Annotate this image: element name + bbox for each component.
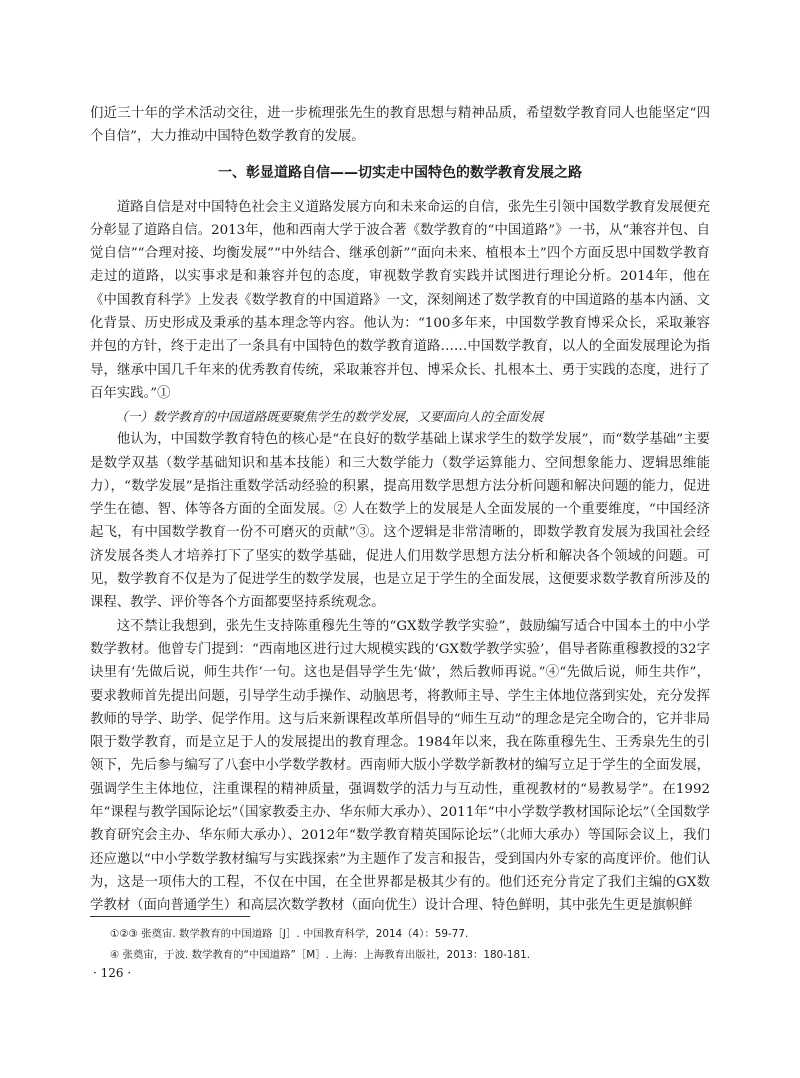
subheading-one: （一）数学教育的中国道路既要聚焦学生的数学发展，又要面向人的全面发展 [115, 409, 544, 425]
paragraph-core-characteristics: 他认为，中国数学教育特色的核心是“在良好的数学基础上谋求学生的数学发展”，而“数学基础”主要是数学双基（数学基础知识和基本技能）和三大数学能力（数学运算能力、空间想象能力、逻辑思维能力），“数学发展”是指注重数学活动经验的积累，提高用数学思想方法分析问题和解决问题的能力，促进学生在德、智、体等各方面的全面发展。② 人在数学上的发展是人全面发展的一个重要维度，“中国经济起飞，有中国数学教育一份不可磨灭的贡献”③。这个逻辑是非常清晰的，即数学教育发展为我国社会经济发展各类人才培养打下了坚实的数学基础，促进人们用数学思想方法分析和解决各个领域的问题。可见，数学教育不仅是为了促进学生的数学发展，也是立足于学生的全面发展，这便要求数学教育所涉及的课程、教学、评价等各个方面都要坚持系统观念。 [90, 432, 710, 611]
footnote-item: ④ 张奠宙，于波. 数学教育的“中国道路”［M］. 上海：上海教育出版社，2013：180-181. [110, 949, 531, 961]
footnote-item: ①②③ 张奠宙. 数学教育的中国道路［J］. 中国教育科学，2014（4）：59-77. [110, 928, 469, 940]
page-number: · 126 · [93, 966, 132, 980]
paragraph-gx-experiment: 这不禁让我想到，张先生支持陈重穆先生等的“GX数学教学实验”，鼓励编写适合中国本土的中小学数学教材。他曾专门提到：“西南地区进行过大规模实践的‘GX数学教学实验’，倡导者陈重穆教授的32字诀里有‘先做后说，师生共作’一句。这也是倡导学生先‘做’，然后教师再说。”④“先做后说，师生共作”，要求教师首先提出问题，引导学生动手操作、动脑思考，将教师主导、学生主体地位落到实处，充分发挥教师的导学、助学、促学作用。这与后来新课程改革所倡导的“师生互动”的理念是完全吻合的，它并非局限于数学教育，而是立足于人的发展提出的教育理念。1984年以来，我在陈重穆先生、王秀泉先生的引领下，先后参与编写了八套中小学数学教材。西南师大版小学数学新教材的编写立足于学生的全面发展，强调学生主体地位，注重课程的精神质量，强调数学的活力与互动性，重视教材的“易教易学”。在1992年“课程与教学国际论坛”（国家教委主办、华东师大承办）、2011年“中小学数学教材国际论坛”（全国数学教育研究会主办、华东师大承办）、2012年“数学教育精英国际论坛”（北师大承办）等国际会议上，我们还应邀以“中小学数学教材编写与实践探索”为主题作了发言和报告，受到国内外专家的高度评价。他们认为，这是一项伟大的工程，不仅在中国，在全世界都是极其少有的。他们还充分肯定了我们主编的GX数学教材（面向普通学生）和高层次数学教材（面向优生）设计合理、特色鲜明，其中张先生更是旗帜鲜 [90, 618, 710, 914]
paragraph-road-confidence: 道路自信是对中国特色社会主义道路发展方向和未来命运的自信，张先生引领中国数学教育发展便充分彰显了道路自信。2013年，他和西南大学于波合著《数学教育的“中国道路”》一书，从“兼容并包、自觉自信”“合理对接、均衡发展”“中外结合、继承创新”“面向未来、植根本土”四个方面反思中国数学教育走过的道路，以实事求是和兼容并包的态度，审视数学教育实践并试图进行理论分析。2014年，他在《中国教育科学》上发表《数学教育的中国道路》一文，深刻阐述了数学教育的中国道路的基本内涵、文化背景、历史形成及秉承的基本理念等内容。他认为：“100多年来，中国数学教育博采众长，采取兼容并包的方针，终于走出了一条具有中国特色的数学教育道路……中国数学教育，以人的全面发展理论为指导，继承中国几千年来的优秀教育传统，采取兼容并包、博采众长、扎根本土、勇于实践的态度，进行了百年实践。”① [90, 199, 710, 401]
footnotes [110, 924, 710, 966]
footnote-divider [90, 916, 250, 917]
intro-paragraph: 们近三十年的学术活动交往，进一步梳理张先生的教育思想与精神品质，希望数学教育同人也能坚定“四个自信”，大力推动中国特色数学教育的发展。 [90, 106, 710, 145]
section-heading: 一、彰显道路自信——切实走中国特色的数学教育发展之路 [218, 164, 582, 181]
page-body [90, 102, 710, 918]
